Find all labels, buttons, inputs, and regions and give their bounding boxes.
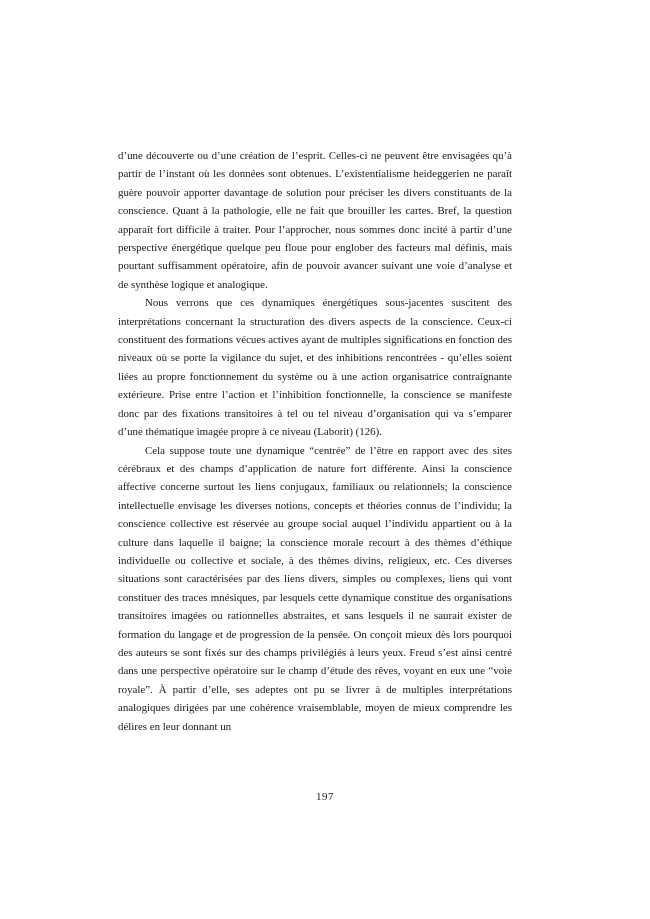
paragraph: Cela suppose toute une dynamique “centrée” de l’être en rapport avec des sites cérébraux et des champs d’application de nature fort différente. Ainsi la conscience affective concerne surtout les liens conjugaux, familiaux ou relationnels; la conscience intellectuelle envisage les diverses notions, concepts et théories connus de l’individu; la conscience collective est réservée au groupe social auquel l’individu appartient ou à la culture dans laquelle il baigne; la conscience morale recourt à des thèmes d’éthique individuelle ou collective et sociale, à des thèmes divins, religieux, etc. Ces diverses situations sont caractérisées par des liens divers, simples ou complexes, liens qui vont constituer des traces mnésiques, par lesquels cette dynamique constitue des organisations transitoires imagées ou rationnelles abstraites, et sans lesquels il ne saurait exister de formation du langage et de progression de la pensée. On conçoit mieux dès lors pourquoi des auteurs se sont fixés sur des champs privilégiés à leurs yeux. Freud s’est ainsi centré dans une perspective opératoire sur le champ d’étude des rêves, voyant en eux une “voie royale”. À partir d’elle, ses adeptes ont pu se livrer à de multiples interprétations analogiques dirigées par une cohérence vraisemblable, moyen de mieux comprendre les délires en leur donnant un bbox=[118, 444, 512, 733]
paragraph: d’une découverte ou d’une création de l’esprit. Celles-ci ne peuvent être envisagées qu’à partir de l’instant où les données sont obtenues. L’existentialisme heideggerien ne paraît guère pouvoir apporter davantage de solution pour préciser les divers constituants de la conscience. Quant à la pathologie, elle ne fait que brouiller les cartes. Bref, la question apparaît fort difficile à traiter. Pour l’approcher, nous sommes donc incité à partir d’une perspective énergétique quelque peu floue pour englober des facteurs mal définis, mais pourtant suffisamment opératoire, afin de pouvoir avancer suivant une voie d’analyse et de synthèse logique et analogique. bbox=[118, 150, 512, 291]
paragraph: Nous verrons que ces dynamiques énergétiques sous-jacentes suscitent des interprétations concernant la structuration des divers aspects de la conscience. Ceux-ci constituent des formations vécues actives ayant de multiples significations en fonction des niveaux où se porte la vigilance du sujet, et des inhibitions rencontrées - qu’elles soient liées au propre fonctionnement du système ou à une action organisatrice contraignante extérieure. Prise entre l’action et l’inhibition fonctionnelle, la conscience se manifeste donc par des fixations transitoires à tel ou tel niveau d’organisation qui va s’emparer d’une thématique imagée propre à ce niveau (Laborit) (126). bbox=[118, 297, 512, 439]
body-text bbox=[118, 147, 512, 736]
page-number: 197 bbox=[316, 791, 334, 803]
